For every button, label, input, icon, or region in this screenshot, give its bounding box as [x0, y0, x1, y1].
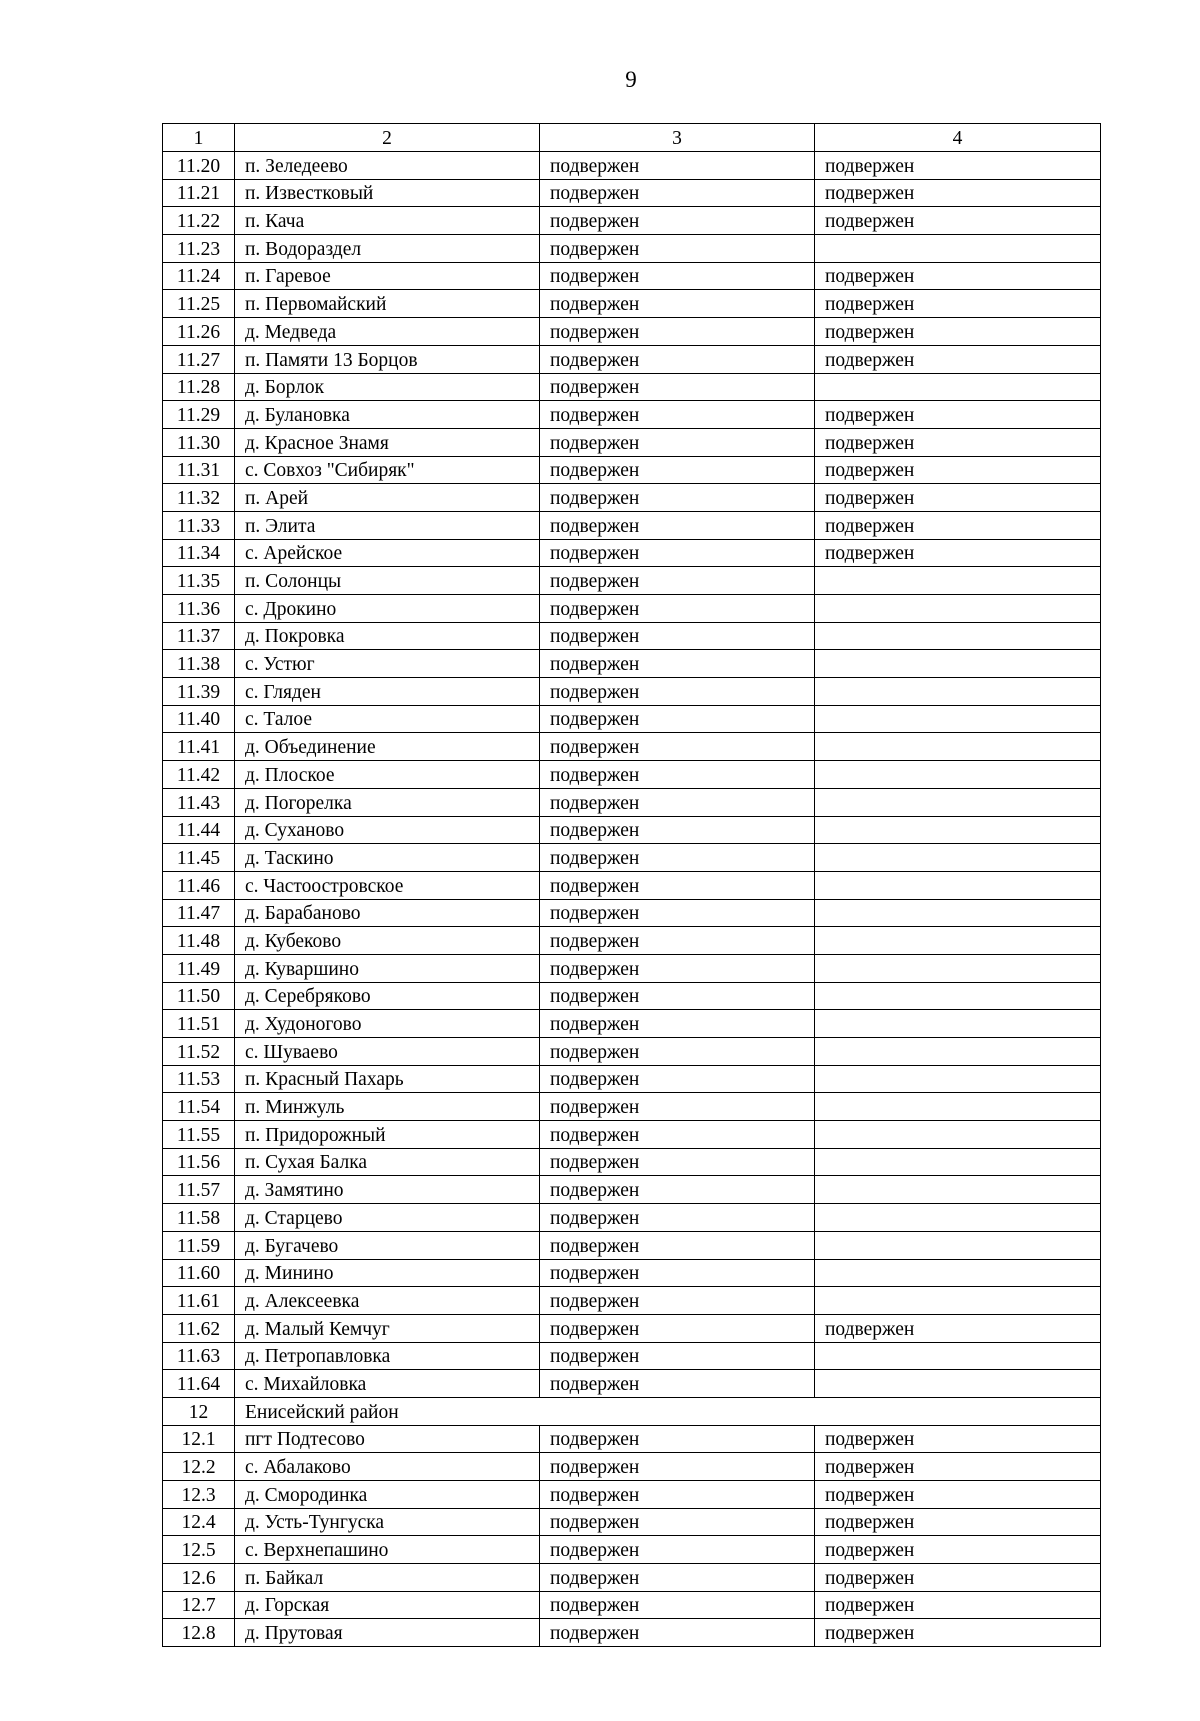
row-number: 11.23 [163, 235, 235, 263]
column-3-value: подвержен [540, 318, 815, 346]
column-4-value [815, 1204, 1101, 1232]
settlement-name: д. Бугачево [235, 1231, 540, 1259]
table-row [163, 401, 1101, 429]
column-3-value: подвержен [540, 1121, 815, 1149]
column-4-value [815, 1231, 1101, 1259]
column-4-value [815, 816, 1101, 844]
column-3-value: подвержен [540, 982, 815, 1010]
column-3-value: подвержен [540, 844, 815, 872]
column-4-value [815, 622, 1101, 650]
settlement-name: п. Сухая Балка [235, 1148, 540, 1176]
column-4-value: подвержен [815, 1619, 1101, 1647]
settlement-name: п. Памяти 13 Борцов [235, 345, 540, 373]
column-3-value: подвержен [540, 733, 815, 761]
table-row [163, 345, 1101, 373]
column-3-value: подвержен [540, 927, 815, 955]
settlement-name: д. Смородинка [235, 1481, 540, 1509]
row-number: 11.29 [163, 401, 235, 429]
settlement-name: с. Талое [235, 705, 540, 733]
table-row [163, 1453, 1101, 1481]
settlement-name: д. Плоское [235, 761, 540, 789]
settlement-name: с. Арейское [235, 539, 540, 567]
column-4-value [815, 705, 1101, 733]
settlement-name: с. Устюг [235, 650, 540, 678]
row-number: 11.21 [163, 179, 235, 207]
column-3-value: подвержен [540, 1010, 815, 1038]
column-4-value [815, 982, 1101, 1010]
column-3-value: подвержен [540, 152, 815, 180]
settlement-name: д. Серебряково [235, 982, 540, 1010]
column-4-value: подвержен [815, 456, 1101, 484]
table-row [163, 262, 1101, 290]
column-4-value: подвержен [815, 428, 1101, 456]
settlement-name: д. Объединение [235, 733, 540, 761]
row-number: 11.50 [163, 982, 235, 1010]
column-3-value: подвержен [540, 207, 815, 235]
table-row [163, 705, 1101, 733]
settlement-name: п. Зеледеево [235, 152, 540, 180]
column-header-4: 4 [815, 124, 1101, 152]
settlement-name: п. Известковый [235, 179, 540, 207]
page-number: 9 [625, 67, 637, 92]
column-4-value [815, 927, 1101, 955]
column-3-value: подвержен [540, 373, 815, 401]
table-row [163, 318, 1101, 346]
row-number: 11.45 [163, 844, 235, 872]
column-3-value: подвержен [540, 1314, 815, 1342]
column-4-value [815, 733, 1101, 761]
row-number: 11.30 [163, 428, 235, 456]
row-number: 12 [163, 1397, 235, 1425]
settlement-name: п. Минжуль [235, 1093, 540, 1121]
row-number: 12.6 [163, 1564, 235, 1592]
settlement-name: д. Алексеевка [235, 1287, 540, 1315]
column-3-value: подвержен [540, 1536, 815, 1564]
column-3-value: подвержен [540, 428, 815, 456]
settlement-name: п. Придорожный [235, 1121, 540, 1149]
table-row [163, 1508, 1101, 1536]
column-4-value: подвержен [815, 207, 1101, 235]
column-4-value: подвержен [815, 1314, 1101, 1342]
column-4-value [815, 954, 1101, 982]
column-4-value [815, 1176, 1101, 1204]
row-number: 11.25 [163, 290, 235, 318]
column-3-value: подвержен [540, 1176, 815, 1204]
column-4-value [815, 650, 1101, 678]
table-body [163, 124, 1101, 1647]
table-header-row [163, 124, 1101, 152]
table-row [163, 954, 1101, 982]
settlement-name: д. Малый Кемчуг [235, 1314, 540, 1342]
table-row [163, 456, 1101, 484]
settlement-name: д. Замятино [235, 1176, 540, 1204]
table-row [163, 539, 1101, 567]
table-row [163, 428, 1101, 456]
row-number: 11.58 [163, 1204, 235, 1232]
row-number: 11.20 [163, 152, 235, 180]
column-3-value: подвержен [540, 871, 815, 899]
settlement-name: п. Красный Пахарь [235, 1065, 540, 1093]
column-4-value: подвержен [815, 539, 1101, 567]
settlement-name: д. Суханово [235, 816, 540, 844]
settlement-name: с. Совхоз "Сибиряк" [235, 456, 540, 484]
table-row [163, 484, 1101, 512]
column-3-value: подвержен [540, 678, 815, 706]
column-3-value: подвержен [540, 1591, 815, 1619]
settlement-name: д. Усть-Тунгуска [235, 1508, 540, 1536]
table-row [163, 511, 1101, 539]
column-4-value: подвержен [815, 179, 1101, 207]
row-number: 11.46 [163, 871, 235, 899]
column-4-value [815, 844, 1101, 872]
column-3-value: подвержен [540, 1564, 815, 1592]
column-4-value [815, 1148, 1101, 1176]
settlement-name: п. Кача [235, 207, 540, 235]
column-3-value: подвержен [540, 1342, 815, 1370]
row-number: 12.3 [163, 1481, 235, 1509]
column-3-value: подвержен [540, 705, 815, 733]
column-3-value: подвержен [540, 1148, 815, 1176]
row-number: 11.22 [163, 207, 235, 235]
column-4-value [815, 1010, 1101, 1038]
settlement-name: с. Частоостровское [235, 871, 540, 899]
row-number: 12.2 [163, 1453, 235, 1481]
row-number: 11.34 [163, 539, 235, 567]
settlement-name: п. Водораздел [235, 235, 540, 263]
column-4-value [815, 1121, 1101, 1149]
row-number: 11.38 [163, 650, 235, 678]
table-row [163, 650, 1101, 678]
column-3-value: подвержен [540, 401, 815, 429]
table-row [163, 622, 1101, 650]
table-row [163, 788, 1101, 816]
row-number: 11.28 [163, 373, 235, 401]
column-3-value: подвержен [540, 954, 815, 982]
table-row [163, 899, 1101, 927]
table-row [163, 871, 1101, 899]
row-number: 11.27 [163, 345, 235, 373]
column-3-value: подвержен [540, 1508, 815, 1536]
section-title: Енисейский район [235, 1397, 1101, 1425]
row-number: 11.47 [163, 899, 235, 927]
row-number: 11.61 [163, 1287, 235, 1315]
table-row [163, 567, 1101, 595]
table-row [163, 1536, 1101, 1564]
column-4-value: подвержен [815, 484, 1101, 512]
column-3-value: подвержен [540, 816, 815, 844]
column-4-value: подвержен [815, 401, 1101, 429]
table-row [163, 1481, 1101, 1509]
column-3-value: подвержен [540, 622, 815, 650]
row-number: 11.63 [163, 1342, 235, 1370]
column-4-value [815, 1287, 1101, 1315]
column-4-value: подвержен [815, 1425, 1101, 1453]
settlement-name: с. Шуваево [235, 1038, 540, 1066]
settlement-name: пгт Подтесово [235, 1425, 540, 1453]
column-4-value: подвержен [815, 1481, 1101, 1509]
settlement-name: д. Таскино [235, 844, 540, 872]
table-row [163, 1010, 1101, 1038]
settlement-name: д. Минино [235, 1259, 540, 1287]
column-3-value: подвержен [540, 650, 815, 678]
column-3-value: подвержен [540, 511, 815, 539]
column-4-value: подвержен [815, 1536, 1101, 1564]
column-3-value: подвержен [540, 484, 815, 512]
settlement-name: д. Булановка [235, 401, 540, 429]
row-number: 11.33 [163, 511, 235, 539]
table-row [163, 816, 1101, 844]
row-number: 11.44 [163, 816, 235, 844]
column-3-value: подвержен [540, 235, 815, 263]
column-4-value [815, 235, 1101, 263]
settlements-table [162, 123, 1101, 1647]
table-row [163, 290, 1101, 318]
settlement-name: п. Арей [235, 484, 540, 512]
row-number: 11.37 [163, 622, 235, 650]
row-number: 11.57 [163, 1176, 235, 1204]
table-row [163, 1065, 1101, 1093]
settlement-name: д. Красное Знамя [235, 428, 540, 456]
column-4-value: подвержен [815, 1564, 1101, 1592]
table-row [163, 1342, 1101, 1370]
table-row [163, 1204, 1101, 1232]
row-number: 11.32 [163, 484, 235, 512]
table-row [163, 373, 1101, 401]
column-4-value [815, 595, 1101, 623]
column-3-value: подвержен [540, 456, 815, 484]
column-4-value: подвержен [815, 345, 1101, 373]
column-4-value [815, 1370, 1101, 1398]
table-row [163, 1619, 1101, 1647]
column-3-value: подвержен [540, 595, 815, 623]
settlement-name: с. Гляден [235, 678, 540, 706]
column-4-value [815, 761, 1101, 789]
table-row [163, 1425, 1101, 1453]
table-row [163, 207, 1101, 235]
row-number: 11.64 [163, 1370, 235, 1398]
column-3-value: подвержен [540, 788, 815, 816]
table-row [163, 1259, 1101, 1287]
column-3-value: подвержен [540, 179, 815, 207]
column-4-value [815, 899, 1101, 927]
table-row [163, 982, 1101, 1010]
row-number: 11.59 [163, 1231, 235, 1259]
row-number: 11.35 [163, 567, 235, 595]
table-row [163, 1564, 1101, 1592]
column-4-value: подвержен [815, 262, 1101, 290]
column-4-value: подвержен [815, 152, 1101, 180]
settlement-name: п. Байкал [235, 1564, 540, 1592]
column-3-value: подвержен [540, 761, 815, 789]
column-3-value: подвержен [540, 290, 815, 318]
row-number: 11.40 [163, 705, 235, 733]
column-4-value [815, 678, 1101, 706]
settlement-name: д. Куваршино [235, 954, 540, 982]
section-row [163, 1397, 1101, 1425]
column-4-value: подвержен [815, 1453, 1101, 1481]
settlement-name: п. Элита [235, 511, 540, 539]
row-number: 11.43 [163, 788, 235, 816]
column-3-value: подвержен [540, 1425, 815, 1453]
settlement-name: д. Барабаново [235, 899, 540, 927]
row-number: 11.51 [163, 1010, 235, 1038]
settlement-name: д. Кубеково [235, 927, 540, 955]
row-number: 12.1 [163, 1425, 235, 1453]
column-3-value: подвержен [540, 1038, 815, 1066]
table-row [163, 1314, 1101, 1342]
settlement-name: д. Петропавловка [235, 1342, 540, 1370]
row-number: 11.60 [163, 1259, 235, 1287]
row-number: 11.62 [163, 1314, 235, 1342]
column-3-value: подвержен [540, 1204, 815, 1232]
column-3-value: подвержен [540, 1287, 815, 1315]
settlement-name: п. Первомайский [235, 290, 540, 318]
column-3-value: подвержен [540, 345, 815, 373]
settlement-name: д. Борлок [235, 373, 540, 401]
column-3-value: подвержен [540, 1231, 815, 1259]
settlement-name: с. Верхнепашино [235, 1536, 540, 1564]
row-number: 12.4 [163, 1508, 235, 1536]
row-number: 11.36 [163, 595, 235, 623]
table-row [163, 1370, 1101, 1398]
column-4-value: подвержен [815, 318, 1101, 346]
settlement-name: п. Солонцы [235, 567, 540, 595]
settlement-name: д. Медведа [235, 318, 540, 346]
column-4-value [815, 1259, 1101, 1287]
column-4-value: подвержен [815, 290, 1101, 318]
table-row [163, 235, 1101, 263]
settlement-name: д. Старцево [235, 1204, 540, 1232]
row-number: 11.24 [163, 262, 235, 290]
row-number: 11.54 [163, 1093, 235, 1121]
settlement-name: д. Горская [235, 1591, 540, 1619]
table-row [163, 1121, 1101, 1149]
column-4-value: подвержен [815, 1508, 1101, 1536]
row-number: 11.41 [163, 733, 235, 761]
column-4-value [815, 871, 1101, 899]
row-number: 11.53 [163, 1065, 235, 1093]
table-row [163, 733, 1101, 761]
column-3-value: подвержен [540, 539, 815, 567]
column-header-3: 3 [540, 124, 815, 152]
row-number: 11.31 [163, 456, 235, 484]
column-3-value: подвержен [540, 1481, 815, 1509]
column-header-2: 2 [235, 124, 540, 152]
column-4-value [815, 1065, 1101, 1093]
settlement-name: д. Прутовая [235, 1619, 540, 1647]
table-row [163, 1287, 1101, 1315]
column-4-value [815, 788, 1101, 816]
settlement-name: п. Гаревое [235, 262, 540, 290]
column-3-value: подвержен [540, 1453, 815, 1481]
column-header-1: 1 [163, 124, 235, 152]
table-row [163, 1093, 1101, 1121]
column-3-value: подвержен [540, 1370, 815, 1398]
column-4-value [815, 1342, 1101, 1370]
column-4-value: подвержен [815, 511, 1101, 539]
table-row [163, 595, 1101, 623]
column-3-value: подвержен [540, 1619, 815, 1647]
row-number: 11.56 [163, 1148, 235, 1176]
column-4-value [815, 373, 1101, 401]
table-row [163, 927, 1101, 955]
table-row [163, 1591, 1101, 1619]
table-row [163, 179, 1101, 207]
column-3-value: подвержен [540, 899, 815, 927]
row-number: 11.26 [163, 318, 235, 346]
row-number: 11.42 [163, 761, 235, 789]
table-row [163, 1176, 1101, 1204]
row-number: 11.55 [163, 1121, 235, 1149]
settlement-name: д. Худоногово [235, 1010, 540, 1038]
column-3-value: подвержен [540, 1065, 815, 1093]
column-4-value [815, 567, 1101, 595]
column-3-value: подвержен [540, 262, 815, 290]
table-row [163, 844, 1101, 872]
row-number: 11.39 [163, 678, 235, 706]
table-row [163, 678, 1101, 706]
settlement-name: д. Погорелка [235, 788, 540, 816]
table-row [163, 1231, 1101, 1259]
row-number: 12.5 [163, 1536, 235, 1564]
settlement-name: д. Покровка [235, 622, 540, 650]
row-number: 12.8 [163, 1619, 235, 1647]
column-4-value [815, 1093, 1101, 1121]
row-number: 11.48 [163, 927, 235, 955]
settlement-name: с. Михайловка [235, 1370, 540, 1398]
table-row [163, 1148, 1101, 1176]
column-3-value: подвержен [540, 1259, 815, 1287]
column-3-value: подвержен [540, 567, 815, 595]
table-row [163, 152, 1101, 180]
column-4-value: подвержен [815, 1591, 1101, 1619]
column-4-value [815, 1038, 1101, 1066]
column-3-value: подвержен [540, 1093, 815, 1121]
table-row [163, 1038, 1101, 1066]
row-number: 11.52 [163, 1038, 235, 1066]
row-number: 11.49 [163, 954, 235, 982]
settlement-name: с. Абалаково [235, 1453, 540, 1481]
settlement-name: с. Дрокино [235, 595, 540, 623]
row-number: 12.7 [163, 1591, 235, 1619]
table-row [163, 761, 1101, 789]
